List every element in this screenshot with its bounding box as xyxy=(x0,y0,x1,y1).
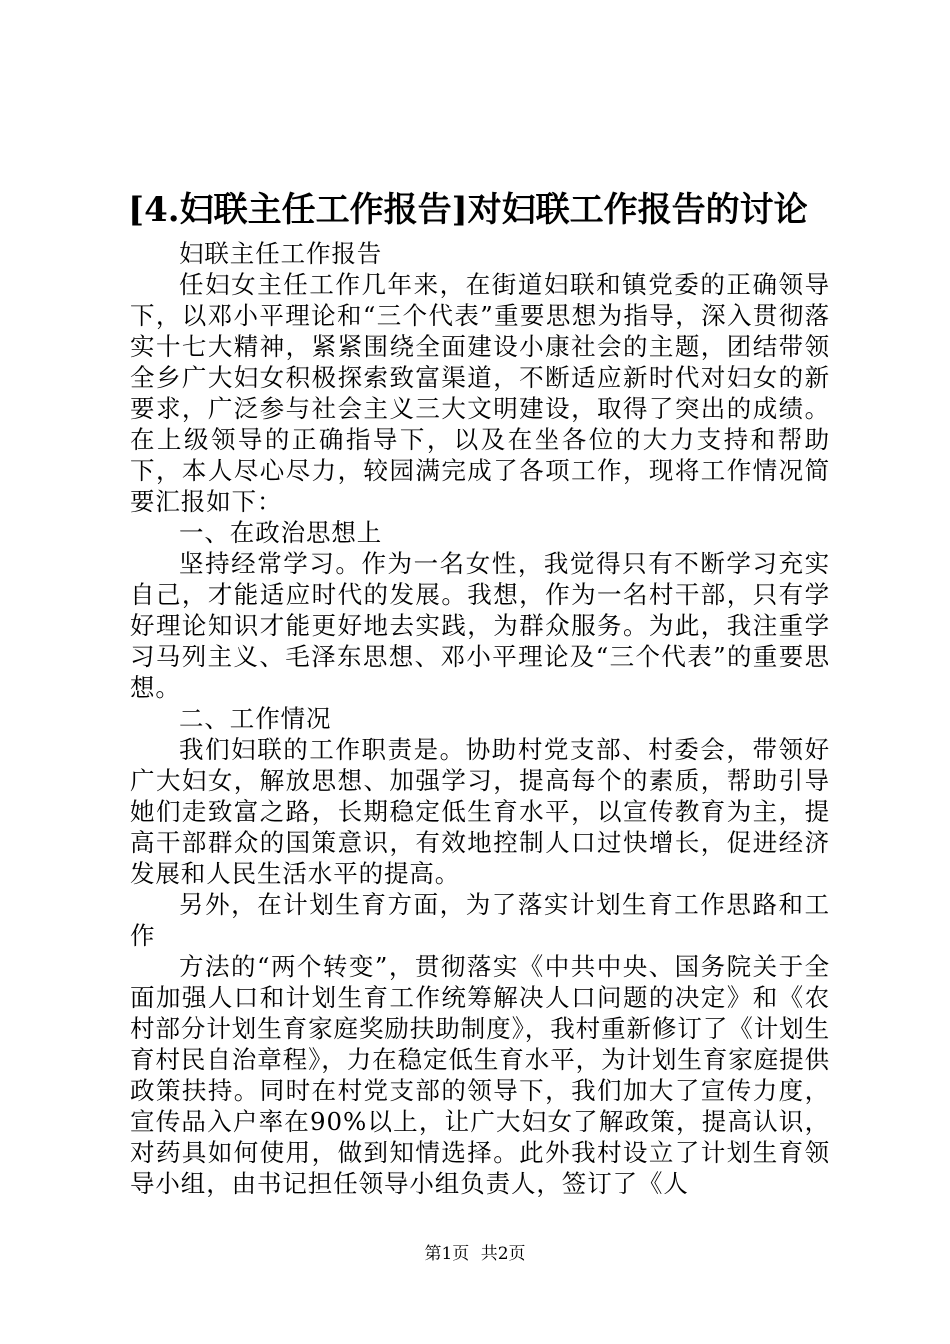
document-body xyxy=(130,238,830,1199)
section-heading-work: 二、工作情况 xyxy=(179,704,332,733)
paragraph-family-planning: 另外，在计划生育方面，为了落实计划生育工作思路和工作 xyxy=(130,890,830,950)
paragraph-duties: 我们妇联的工作职责是。协助村党支部、村委会，带领好广大妇女，解放思想、加强学习，提高每个的素质，帮助引导她们走致富之路，长期稳定低生育水平，以宣传教育为主，提高干部群众的国策意识，有效地控制人口过快增长，促进经济发展和人民生活水平的提高。 xyxy=(130,735,830,888)
paragraph-intro: 任妇女主任工作几年来，在街道妇联和镇党委的正确领导下，以邓小平理论和“三个代表”重要思想为指导，深入贯彻落实十七大精神，紧紧围绕全面建设小康社会的主题，团结带领全乡广大妇女积极探索致富渠道，不断适应新时代对妇女的新要求，广泛参与社会主义三大文明建设，取得了突出的成绩。在上级领导的正确指导下，以及在坐各位的大力支持和帮助下，本人尽心尽力，较园满完成了各项工作，现将工作情况简要汇报如下： xyxy=(130,270,830,516)
section-heading-politics: 一、在政治思想上 xyxy=(179,518,383,547)
paragraph-two-transformations: 方法的“两个转变”，贯彻落实《中共中央、国务院关于全面加强人口和计划生育工作统筹解决人口问题的决定》和《农村部分计划生育家庭奖励扶助制度》，我村重新修订了《计划生育村民自治章程》，力在稳定低生育水平，为计划生育家庭提供政策扶持。同时在村党支部的领导下，我们加大了宣传力度，宣传品入户率在90%以上，让广大妇女了解政策，提高认识，对药具如何使用，做到知情选择。此外我村设立了计划生育领导小组，由书记担任领导小组负责人，签订了《人 xyxy=(130,952,830,1198)
page-number: 第1页 xyxy=(424,1244,470,1264)
section-heading-report: 妇联主任工作报告 xyxy=(179,239,383,268)
document-title: [4.妇联主任工作报告]对妇联工作报告的讨论 xyxy=(128,190,808,230)
paragraph-study: 坚持经常学习。作为一名女性，我觉得只有不断学习充实自己，才能适应时代的发展。我想，作为一名村干部，只有学好理论知识才能更好地去实践，为群众服务。为此，我注重学习马列主义、毛泽东思想、邓小平理论及“三个代表”的重要思想。 xyxy=(130,549,830,702)
page-total: 共2页 xyxy=(480,1244,526,1264)
page-footer xyxy=(0,1243,950,1265)
